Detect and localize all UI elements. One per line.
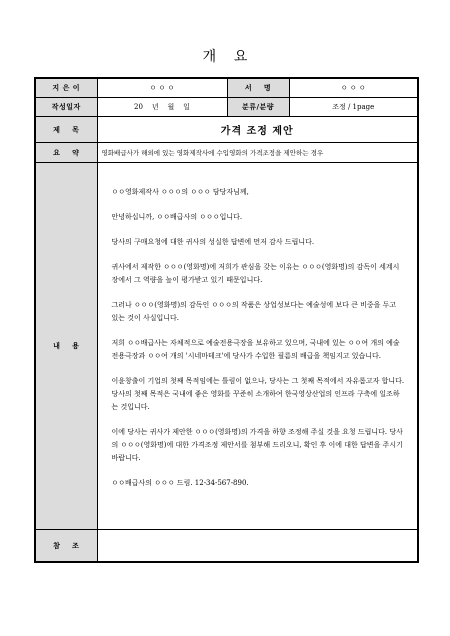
letter-paragraph: ㅇㅇ배급사의 ㅇㅇㅇ 드림. 12-34-567-890.: [111, 479, 249, 487]
category-label: 분류/분량: [227, 98, 289, 117]
author-value: ㅇ ㅇ ㅇ: [97, 78, 227, 98]
category-value: 조정 / 1page: [289, 98, 418, 117]
content-body: [97, 163, 418, 530]
summary-label: 요 약: [35, 143, 97, 163]
reference-row: [35, 530, 418, 563]
date-label: 작성일자: [35, 98, 97, 117]
letter-paragraph: 그러나 ㅇㅇㅇ(영화명)의 감독인 ㅇㅇㅇ의 작품은 상업성보다는 예술성에 보다 큰 비중을 두고 있는 것이 사실입니다.: [111, 301, 397, 322]
letter-paragraph: 이윤창출이 기업의 첫째 목적임에는 틀림이 없으나, 당사는 그 첫째 목적에서 자유롭고자 합니다. 당사의 첫째 목적은 국내에 좋은 영화를 꾸준히 소개하여 한국영상산업의 인프라 구축에 일조하는 것입니다.: [111, 377, 405, 411]
summary-row: [35, 143, 418, 163]
letter-paragraph: 당사의 구매요청에 대한 귀사의 성실한 답변에 먼저 감사 드립니다.: [111, 238, 315, 246]
letter-paragraph: ㅇㅇ영화제작사 ㅇㅇㅇ의 ㅇㅇㅇ 담당자님께,: [111, 188, 249, 196]
letter-paragraph: 저희 ㅇㅇ배급사는 자체적으로 예술전용극장을 보유하고 있으며, 국내에 있는 ㅇㅇ여 개의 예술전용극장과 ㅇㅇ여 개의 '시네마테크'에 당사가 수입한 필름의 배급을 책임지고 있습니다.: [111, 339, 400, 360]
subject-value: 가격 조정 제안: [97, 117, 418, 143]
subject-row: [35, 117, 418, 143]
signature-value: ㅇ ㅇ ㅇ: [289, 78, 418, 98]
author-row: [35, 78, 418, 98]
author-label: 지 은 이: [35, 78, 97, 98]
signature-label: 서 명: [227, 78, 289, 98]
letter-paragraph: 이에 당사는 귀사가 제안한 ㅇㅇㅇ(영화명)의 가격을 하향 조정해 주실 것을 요청 드립니다. 당사의 ㅇㅇㅇ(영화명)에 대한 가격조정 제안서를 첨부해 드리오니, 확인 후 이에 대한 답변을 주시기 바랍니다.: [111, 428, 403, 462]
summary-value: 영화배급사가 해외에 있는 영화제작사에 수입영화의 가격조정을 제안하는 경우: [97, 143, 418, 163]
letter-text: [98, 163, 418, 490]
letter-paragraph: 안녕하십니까, ㅇㅇ배급사의 ㅇㅇㅇ입니다.: [111, 213, 243, 221]
summary-form: [34, 77, 419, 563]
document-title-text: 개 요: [202, 49, 248, 65]
reference-label: 참 조: [35, 530, 97, 563]
reference-value: [97, 530, 418, 563]
subject-label: 제 목: [35, 117, 97, 143]
date-value: 20 년 월 일: [97, 98, 227, 117]
date-row: [35, 98, 418, 117]
content-row: [35, 163, 418, 530]
content-label: 내 용: [35, 163, 97, 530]
letter-paragraph: 귀사에서 제작한 ㅇㅇㅇ(영화명)에 저희가 관심을 갖는 이유는 ㅇㅇㅇ(영화명)의 감독이 세계시장에서 그 역량을 높이 평가받고 있기 때문입니다.: [111, 263, 400, 284]
document-title: [0, 46, 450, 66]
